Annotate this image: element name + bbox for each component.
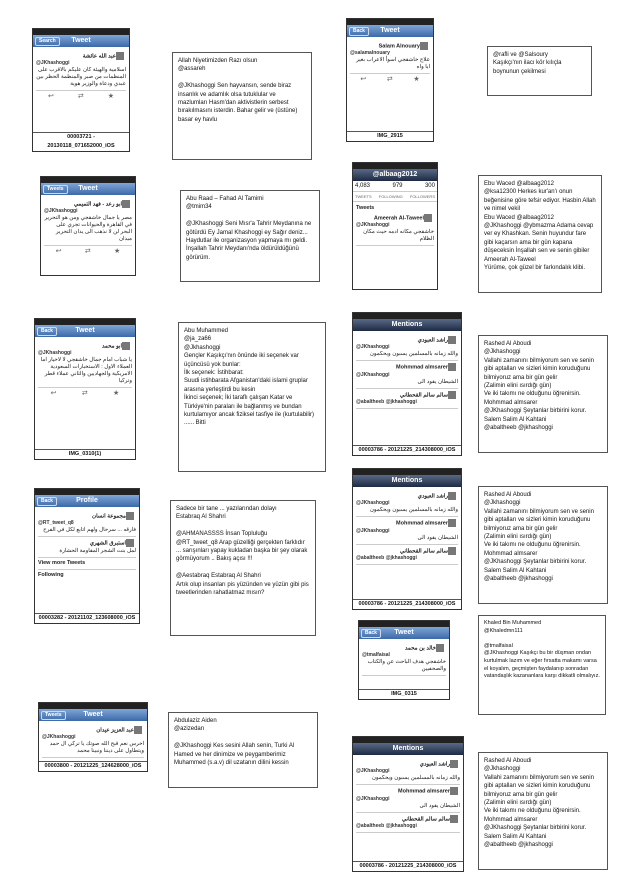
nav-title: Tweet: [394, 629, 414, 636]
note-line: @Khaledmn111: [484, 627, 523, 634]
note-line: @JKhashoggi Sen hayvansın, sende biraz insanlık ve adamlık olsa tutuklular ve mazlumları Hasm'dan aktivistlerin serbest bırakılmasını isterdin. Bahar gelir ve (üstüne) basar ey havlu: [178, 83, 298, 123]
note-line: İkinci seçenek; İki taraflı çalışan Katar ve Türkiye'nin paraları ile bağlanmış ve bundan kurtulamıyor ancak fiziksel tasfiye ile (kurtulabilir) ...... Bitti: [184, 395, 315, 427]
mention-author: Mohmmad almsarer: [398, 788, 450, 795]
note-line: @azizedan: [174, 726, 205, 733]
tweet-handle: @tmalfaisal: [362, 652, 390, 659]
nav-title: Mentions: [391, 321, 423, 328]
translation-note-row5-right: [478, 752, 608, 870]
tweet-author: عبد العزيز عيدان: [96, 727, 134, 734]
mention-handle: @abaltheeb @jkhashoggi: [356, 555, 417, 562]
note-line: Ve iki takımı ne olduğunu öğrenirsin.: [484, 808, 581, 815]
screenshot-row5-right: [352, 736, 464, 872]
retweet-icon[interactable]: ⇄: [386, 76, 393, 84]
mention-author: راشد العبودي: [417, 337, 448, 344]
screenshot-caption: 00003786 - 20121225_214308000_iOS: [353, 445, 461, 455]
nav-title: Mentions: [391, 477, 423, 484]
avatar: [448, 547, 456, 555]
mention-handle: @JKhashoggi: [356, 371, 390, 378]
note-line: @AHMANASSSS İnsan Topluluğu: [176, 531, 268, 538]
screenshot-row2-right: [352, 312, 462, 456]
tweet-author: Ameerah Al-Taweel: [373, 215, 424, 222]
note-line: Vallahi zamanını bilmiyorum sen ve senin gibi aptalları ve sizleri kimin koruduğunu bilmiyoruz ama bir gün gelir: [484, 357, 594, 381]
mention-handle: @JKhashoggi: [356, 500, 390, 507]
tweet-author: عبد الله عائشة: [82, 53, 116, 60]
star-icon[interactable]: ★: [107, 93, 114, 101]
tweet-handle: @JKhashoggi: [38, 350, 72, 357]
translation-note-row4-left: [168, 712, 318, 788]
avatar: [122, 200, 130, 208]
tweet-text: اخرس نعم قبح الله صوتك يا تركي ال حمد ويتطاول على ديننا ونبينا محمد: [49, 741, 144, 755]
tweet-text: لمل بنت الشجر المقاومة الحشارة: [59, 547, 136, 554]
view-more-tweets-link[interactable]: View more Tweets: [38, 558, 136, 570]
note-line: Allah Niyetimizden Razı olsun: [178, 58, 258, 64]
mention-text: الشيطان يقود الى: [417, 534, 458, 541]
tweet-text: مصر يا جمال خاشقجي ومن هو التحرير في القاهرة والحيوانات تجري على البحر لن لا نذهب الى يدان التحرير ميدان: [44, 215, 132, 243]
avatar: [450, 787, 458, 795]
mention-handle: @JKhashoggi: [356, 344, 390, 351]
note-line: @JKhashoggi @ybmazma Adama cevap ver ey Khashkan. Senin huyundur fare gibi kaçarsın ama bir gün kapana düşeceksin İnşallah sen ve senin gibiler: [484, 223, 594, 255]
back-button[interactable]: Tweets: [43, 185, 68, 194]
note-line: (Zalimin elini ısırdığı gün): [484, 800, 552, 807]
note-line: Ve iki takımı ne olduğunu öğrenirsin.: [484, 391, 581, 398]
note-line: [174, 734, 312, 742]
note-line: Mohmmad almsarer: [484, 399, 538, 406]
screenshot-caption: 00003721 - 20130118_071652000_iOS: [33, 132, 129, 151]
note-line: @abaltheeb @jkhashoggi: [484, 842, 553, 849]
back-button[interactable]: Back: [361, 629, 381, 638]
translation-note-row0-left: [172, 52, 312, 160]
tweet-author: ابو رعد - فهد التميمي: [73, 201, 122, 208]
mention-handle: @abaltheeb @jkhashoggi: [356, 823, 417, 830]
note-line: @ksa12300 Herkes kur'an'ı onun beğenisine göre tefsir ediyor. Hasbin Allah ve nimel vekil: [484, 189, 596, 213]
note-line: Artık olup insanları pis yüzünden ve yüzün gibi pis tweetlerinden rahatlatmaz mısın?: [176, 581, 309, 597]
note-line: @JKhashoggi Şeytanlar birbirini korur.: [484, 825, 587, 832]
avatar: [420, 42, 428, 50]
mention-text: والله زمانه بالمسلمين يسبون ويحكمون: [369, 507, 458, 514]
tweet-author: استبرق الشهري: [89, 540, 126, 547]
note-line: [178, 74, 306, 82]
tweets-heading: Tweets: [356, 205, 375, 211]
note-line: [484, 635, 600, 643]
profile-stats: [353, 181, 437, 192]
note-line: [176, 522, 310, 530]
tweet-handle: @RT_tweet_q8: [38, 520, 74, 527]
note-line: Vallahi zamanını bilmiyorum sen ve senin gibi aptalları ve sizleri kimin koruduğunu bilmiyoruz ama bir gün gelir: [484, 774, 594, 798]
translation-note-row3-right: [478, 486, 608, 604]
tweet-text: فارقه ... سرحال ولهم اتابع لكل في الفرح: [43, 527, 136, 534]
avatar: [448, 391, 456, 399]
note-line: Vallahi zamanını bilmiyorum sen ve senin gibi aptalları ve sizleri kimin koruduğunu bilmiyoruz ama bir gün gelir: [484, 508, 594, 532]
avatar: [448, 519, 456, 527]
mention-author: راشد العبودي: [417, 493, 448, 500]
avatar: [436, 644, 444, 652]
note-line: @ja_za66: [184, 336, 212, 343]
note-line: Rashed Al Aboudi: [484, 492, 532, 498]
mention-author: سالم سالم القحطاني: [399, 548, 448, 555]
note-line: Sadece bir tane ... yazılarından dolayı: [176, 506, 277, 512]
note-line: Rashed Al Aboudi: [484, 758, 532, 764]
note-line: Mohmmad almsarer: [484, 550, 538, 557]
stat-followers[interactable]: 300: [424, 183, 435, 189]
translation-note-row2-left: [178, 322, 326, 472]
note-line: [176, 564, 310, 572]
profile-stat-labels: [353, 192, 437, 202]
screenshot-caption: IMG_0315: [359, 689, 449, 699]
note-line: Ebu Waced @albaag2012: [484, 181, 554, 187]
stat-tweets[interactable]: 4,083: [355, 183, 371, 189]
tweet-author: ابو محمد: [102, 343, 122, 350]
note-line: Yürüme, çok güzel bir farkındalık klibi.: [484, 265, 586, 272]
screenshot-caption: 00003800 - 20121225_124628000_iOS: [39, 761, 147, 771]
mention-author: سالم سالم القحطاني: [399, 392, 448, 399]
stat-following[interactable]: 979: [392, 183, 403, 189]
back-button[interactable]: Back: [37, 497, 57, 506]
note-line: Khaled Bin Muhammed: [484, 620, 542, 626]
mention-author: راشد العبودي: [419, 761, 450, 768]
note-line: @assareh: [178, 66, 206, 73]
screenshot-caption: 00003786 - 20121225_214308000_iOS: [353, 861, 463, 871]
back-button[interactable]: Tweets: [41, 711, 66, 720]
note-line: @abaltheeb @jkhashoggi: [484, 576, 553, 583]
note-line: @JKhashoggi Şeytanlar birbirini korur.: [484, 559, 587, 566]
nav-title: Tweet: [75, 327, 95, 334]
note-lines: [178, 57, 306, 124]
note-line: Ve iki takımı ne olduğunu öğrenirsin.: [484, 542, 581, 549]
translation-note-row3-left: [170, 500, 316, 636]
note-line: @abaltheeb @jkhashoggi: [484, 425, 553, 432]
note-line: @tmim34: [186, 204, 212, 211]
note-line: @Jkhashoggi: [484, 349, 521, 356]
note-line: @Aestabraq Estabraq Al Shahri: [176, 573, 261, 580]
stat-label: TWEETS: [355, 194, 372, 199]
translation-note-row1-left: [180, 190, 320, 282]
screenshot-caption: IMG_0310(1): [35, 449, 135, 459]
screenshot-row0-left: [32, 28, 130, 152]
screenshot-row4-right: [358, 620, 450, 700]
note-line: @rafli ve @Salsoury: [493, 52, 548, 58]
avatar: [448, 363, 456, 371]
mention-author: Mohmmad almsarer: [396, 364, 448, 371]
mention-text: والله زمانه بالمسلمين يسبون ويحكمون: [369, 351, 458, 358]
note-line: Ebu Waced @albaag2012: [484, 214, 554, 221]
note-line: @JKhashoggi Kes sesini Allah senin, Turki Al Hamed ve her dinimize ve peygamberimiz Muhammed (s.a.v) dil uzatanın dilini kessin: [174, 743, 295, 767]
nav-title: Tweet: [78, 185, 98, 192]
tweet-handle: @salamalnouary: [350, 50, 390, 57]
mention-text: الشيطان يقود الى: [419, 802, 460, 809]
translation-note-row1-right: [478, 175, 602, 293]
reply-icon[interactable]: ↩: [360, 76, 367, 84]
screenshot-row3-left: [34, 488, 140, 624]
mention-handle: @JKhashoggi: [356, 527, 390, 534]
following-link[interactable]: Following: [38, 571, 64, 578]
note-line: Suudi istihbarata Afganistan'daki islami gruplar arasına yerleştirdi bu kesin: [184, 378, 308, 393]
note-line: @RT_tweet_q8 Arap güzelliği gerçekten farklıdır ... sarışınları yapay kukladan başka bir şey olarak görmüyorum .. Bakış açısı !!!: [176, 539, 308, 563]
star-icon[interactable]: ★: [114, 248, 121, 256]
nav-title: Tweet: [83, 711, 103, 718]
screenshot-caption: 00003786 - 20121225_214308000_iOS: [353, 599, 461, 609]
tweet-handle: @JKhashoggi: [36, 60, 70, 67]
screenshot-row3-right: [352, 468, 462, 610]
avatar: [122, 342, 130, 350]
star-icon[interactable]: ★: [113, 390, 120, 398]
mention-text: والله زمانه بالمسلمين يسبون ويحكمون: [371, 775, 460, 782]
tweet-text: خاشقجي هدف الباحث عن والكتاب والصحفيين: [367, 659, 446, 673]
note-line: (Zalimin elini ısırdığı gün): [484, 383, 552, 390]
note-line: @tmalfaisal: [484, 642, 513, 649]
note-line: Rashed Al Aboudi: [484, 341, 532, 347]
note-line: Kaşıkçı'nın ilacı kör kılıçla boynunun çekilmesi: [493, 60, 562, 75]
translation-note-row2-right: [478, 335, 608, 453]
tweet-author: مجموعة انسان: [92, 513, 126, 520]
note-line: Estabraq Al Shahri: [176, 514, 226, 521]
reply-icon[interactable]: ↩: [55, 248, 62, 256]
tweet-text: علاج خاشقجي اسوأ الاعراب بغير ايا واه: [356, 57, 430, 71]
tweet-author: Salam Alnouary: [378, 43, 420, 50]
tweet-handle: @JKhashoggi: [42, 734, 76, 741]
back-button[interactable]: Search: [35, 37, 60, 46]
avatar: [126, 512, 134, 520]
note-line: Abu Raad – Fahad Al Tamimi: [186, 196, 264, 202]
tweet-text: خاشقجي مكانه ادمه حيث مكان الظلام: [363, 229, 434, 243]
avatar: [450, 815, 458, 823]
mention-handle: @JKhashoggi: [356, 768, 390, 775]
avatar: [448, 492, 456, 500]
nav-title: Tweet: [71, 37, 91, 44]
tweet-handle: @JKhashoggi: [356, 222, 390, 229]
screenshot-caption: 00003282 - 20121102_123608000_iOS: [35, 613, 139, 623]
back-button[interactable]: Back: [37, 327, 57, 336]
retweet-icon[interactable]: ⇄: [77, 93, 84, 101]
note-line: @Jkhashoggi: [484, 766, 521, 773]
translation-note-row4-right: [478, 615, 606, 715]
avatar: [116, 52, 124, 60]
screenshot-row1-left: [40, 176, 136, 276]
note-line: Mohmmad almsarer: [484, 816, 538, 823]
mention-text: الشيطان يقود الى: [417, 378, 458, 385]
tweet-text: اسلامية والهيئة كان عليكم بالاقرب على المنظمات من صبر والمنظمة الحظر بين عبدي ودعاة والوزير هوية: [36, 67, 126, 88]
screenshot-row1-right: [352, 162, 438, 290]
note-line: [186, 212, 314, 220]
note-line: @JKhashoggi Şeytanlar birbirini korur.: [484, 408, 587, 415]
note-line: Salem Salim Al Kahtani: [484, 416, 547, 423]
note-line: Abdulaziz Aiden: [174, 718, 217, 724]
mention-handle: @abaltheeb @jkhashoggi: [356, 399, 417, 406]
reply-icon[interactable]: ↩: [50, 390, 57, 398]
avatar: [126, 539, 134, 547]
note-line: Salem Salim Al Kahtani: [484, 567, 547, 574]
nav-title: Mentions: [392, 745, 424, 752]
note-line: Gençler Kaşıkçı'nın önünde iki seçenek var üçüncüsü yok bunlar:: [184, 353, 299, 368]
avatar: [424, 214, 432, 222]
note-line: @JKhashoggi Kaşıkçı bu bir düşman ondan kurtulmak lazım ve eğer fırsatta makamı varsa el koyalım, geçmişten faydalanıp sonradan vatandaşlık kazananlara karşı dikkatli olmalıyız.: [484, 650, 600, 680]
avatar: [134, 726, 142, 734]
note-line: İlk seçenek: İstihbarat:: [184, 370, 244, 377]
screenshot-row4-left: [38, 702, 148, 772]
stat-label: FOLLOWING: [378, 194, 403, 199]
reply-icon[interactable]: ↩: [47, 93, 54, 101]
tweet-handle: @JKhashoggi: [44, 208, 78, 215]
note-line: @Jkhashoggi: [484, 500, 521, 507]
note-line: Abu Muhammed: [184, 328, 229, 334]
note-line: (Zalimin elini ısırdığı gün): [484, 534, 552, 541]
mention-author: Mohmmad almsarer: [396, 520, 448, 527]
nav-title: Tweet: [380, 27, 400, 34]
mention-handle: @JKhashoggi: [356, 795, 390, 802]
mention-author: سالم سالم القحطاني: [401, 816, 450, 823]
screenshot-row0-right: [346, 18, 434, 142]
note-line: @JKhashoggi Seni Mısr'a Tahrir Meydanına ne götürdü Ey Jamal Khashoggi ey Sağır deniz... Haydutlar ile organizasyon yapmaya mı geldi. İnşallah Tahrir Meydanı'nda öldürüldüğünü görürüm.: [186, 221, 312, 261]
tweet-author: خالد بن محمد: [405, 645, 436, 652]
note-line: Salem Salim Al Kahtani: [484, 833, 547, 840]
avatar: [448, 336, 456, 344]
nav-title: @albaag2012: [372, 171, 418, 178]
avatar: [450, 760, 458, 768]
stat-label: FOLLOWERS: [409, 194, 435, 199]
translation-note-row0-right: [487, 46, 592, 96]
nav-title: Profile: [76, 497, 98, 504]
screenshot-caption: IMG_2915: [347, 131, 433, 141]
tweet-text: يا شباب امام جمال خاشقجي لا لاخيار اما العملاء الاول : الاستخبارات السعودية الامريكية والجهاديين والثاني عملاء قطر وتركيا: [40, 357, 132, 385]
star-icon[interactable]: ★: [413, 76, 420, 84]
back-button[interactable]: Back: [349, 27, 369, 36]
retweet-icon[interactable]: ⇄: [84, 248, 91, 256]
screenshot-row2-left: [34, 318, 136, 460]
note-line: @Jkhashoggi: [184, 344, 221, 351]
retweet-icon[interactable]: ⇄: [81, 390, 88, 398]
note-line: Ameerah Al-Taweel: [484, 256, 536, 263]
